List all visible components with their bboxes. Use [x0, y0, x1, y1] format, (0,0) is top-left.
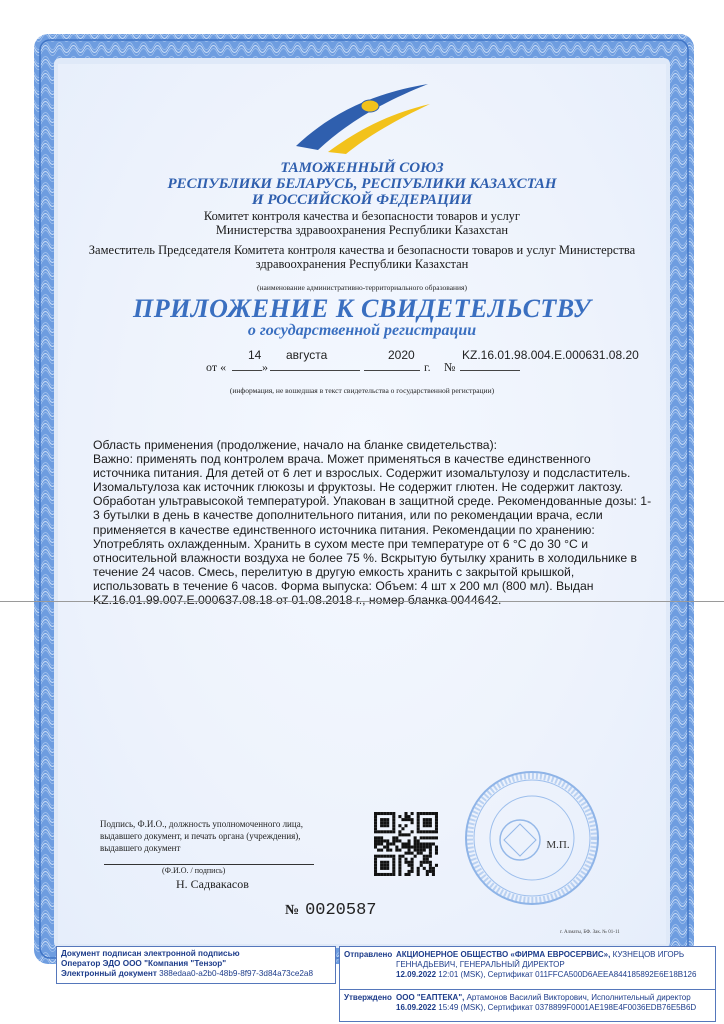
scope-text-line: Изомальтулоза как источник глюкозы и фруктозы. Не содержит глютен. Не содержит лактозу. [93, 480, 623, 495]
scope-text-line: относительной влажности воздуха не более 75 %. Вскрытую бутылку хранить в холодильнике в [93, 550, 637, 565]
year-underline [364, 370, 420, 371]
scan-fold-line [0, 601, 724, 602]
esign-approved-date: 16.09.2022 [396, 1003, 437, 1012]
official-seal-icon [462, 768, 602, 908]
esign-approved-label: Утверждено [344, 993, 392, 1002]
esign-approved-row [340, 989, 715, 1012]
committee-line2: Министерства здравоохранения Республики Казахстан [215, 223, 509, 237]
esign-routing-box [339, 946, 716, 1022]
esign-operator: Оператор ЭДО ООО "Компания "Тензор" [61, 959, 227, 968]
document-subtitle: о государственной регистрации [247, 322, 477, 339]
esign-approved-time: 15:49 (MSK), Сертификат 0378899F0001AE198E4F0036EDB76E5B6D [438, 1003, 697, 1012]
date-line [0, 348, 724, 376]
date-year: 2020 [388, 348, 415, 362]
date-prefix: от « [206, 360, 227, 374]
day-underline [232, 370, 262, 371]
esign-sent-time: 12:01 (MSK), Сертификат 011FFCA500D6AEEA844185892E6E18B126 [438, 970, 697, 979]
esign-signed-label: Документ подписан электронной подписью [61, 949, 240, 958]
scope-text-line: течение 24 часов. Смесь, перелитую в другую емкость хранить с закрытой крышкой, [93, 564, 575, 579]
scope-text-line: Употреблять охлажденным. Хранить в сухом месте при температуре от 6 °С до 30 °С и [93, 536, 589, 551]
deputy-line1: Заместитель Председателя Комитета контроля качества и безопасности товаров и услуг Министерства [88, 243, 636, 257]
form-serial-number [285, 901, 377, 920]
admin-note: (наименование административно-территориального образования) [256, 283, 467, 292]
document-title: ПРИЛОЖЕНИЕ К СВИДЕТЕЛЬСТВУ [132, 294, 592, 323]
esign-sent-row [340, 947, 715, 979]
union-title-line3: И РОССИЙСКОЙ ФЕДЕРАЦИИ [251, 192, 473, 208]
signer-name: Н. Садвакасов [176, 877, 249, 891]
esign-doc-id: 388edaa0-a2b0-48b9-8f97-3d84a73ce2a8 [159, 969, 314, 978]
date-day: 14 [248, 348, 262, 362]
month-underline [270, 370, 360, 371]
signature-label [100, 818, 303, 854]
scope-text [93, 438, 653, 607]
scope-text-line: KZ.16.01.99.007.E.000637.08.18 от 01.08.2018 г., номер бланка 0044642. [93, 593, 502, 608]
certificate-number: KZ.16.01.98.004.E.000631.08.20 [462, 348, 639, 362]
esign-approved-org: ООО "ЕАПТЕКА", [396, 993, 465, 1002]
signature-label-line2: выдавшего документ, и печать органа (учреждения), [100, 831, 301, 841]
serial-value: 0020587 [305, 901, 377, 920]
date-number-sign: № [444, 360, 456, 374]
date-close-quote: » [262, 360, 268, 374]
serial-sign: № [285, 903, 300, 918]
info-note: (информация, не вошедшая в текст свидетельства о государственной регистрации) [229, 386, 495, 395]
qr-code-icon [374, 812, 438, 876]
seal-label: М.П. [546, 839, 570, 851]
electronic-signature-panel [56, 946, 716, 1022]
number-underline [460, 370, 520, 371]
signature-label-line1: Подпись, Ф.И.О., должность уполномоченного лица, [100, 819, 303, 829]
print-house-note: г. Алматы, БФ. Зак. № 01-11 [560, 930, 620, 935]
union-title-line2: РЕСПУБЛИКИ БЕЛАРУСЬ, РЕСПУБЛИКИ КАЗАХСТАН [167, 176, 557, 192]
esign-approved-person: Артамонов Василий Викторович, Исполнительный директор [466, 993, 691, 1002]
signature-line [104, 864, 314, 865]
scope-text-line: 3 бутылки в день в качестве дополнительного питания, или по рекомендации врача, если [93, 508, 603, 523]
deputy-line2: здравоохранения Республики Казахстан [255, 257, 469, 271]
union-title-line1: ТАМОЖЕННЫЙ СОЮЗ [280, 160, 444, 176]
scope-text-line: Важно: применять под контролем врача. Может применяться в качестве единственного [93, 452, 591, 467]
esign-sent-label: Отправлено [344, 950, 393, 959]
committee-line1: Комитет контроля качества и безопасности товаров и услуг [203, 209, 521, 223]
scope-text-line: использовать в течение 6 часов. Форма выпуска: Объем: 4 шт х 200 мл (800 мл). Выдан [93, 578, 594, 593]
date-year-suffix: г. [424, 360, 431, 374]
scope-text-line: Область применения (продолжение, начало на бланке свидетельства): [93, 438, 498, 452]
scope-text-line: применяется в качестве единственного источника питания. Рекомендации по хранению: [93, 522, 595, 537]
esign-sent-date: 12.09.2022 [396, 970, 437, 979]
fio-note: (Ф.И.О. / подпись) [162, 866, 226, 875]
scope-text-line: источника питания. Для детей от 6 лет и взрослых. Содержит изомальтулозу и подсластитель. [93, 466, 631, 481]
esign-doc-label: Электронный документ [61, 969, 157, 978]
esign-sent-person: КУЗНЕЦОВ ИГОРЬ ГЕННАДЬЕВИЧ, ГЕНЕРАЛЬНЫЙ ДИРЕКТОР [396, 950, 685, 969]
esign-document-box [56, 946, 336, 984]
date-month: августа [286, 348, 328, 362]
customs-union-logo-icon [288, 76, 438, 156]
esign-sent-org: АКЦИОНЕРНОЕ ОБЩЕСТВО «ФИРМА ЕВРОСЕРВИС», [396, 950, 611, 959]
signature-label-line3: выдавшего документ [100, 843, 181, 853]
scope-text-line: Обработан ультравысокой температурой. Упакован в защитной среде. Рекомендованные дозы: 1- [93, 494, 652, 509]
